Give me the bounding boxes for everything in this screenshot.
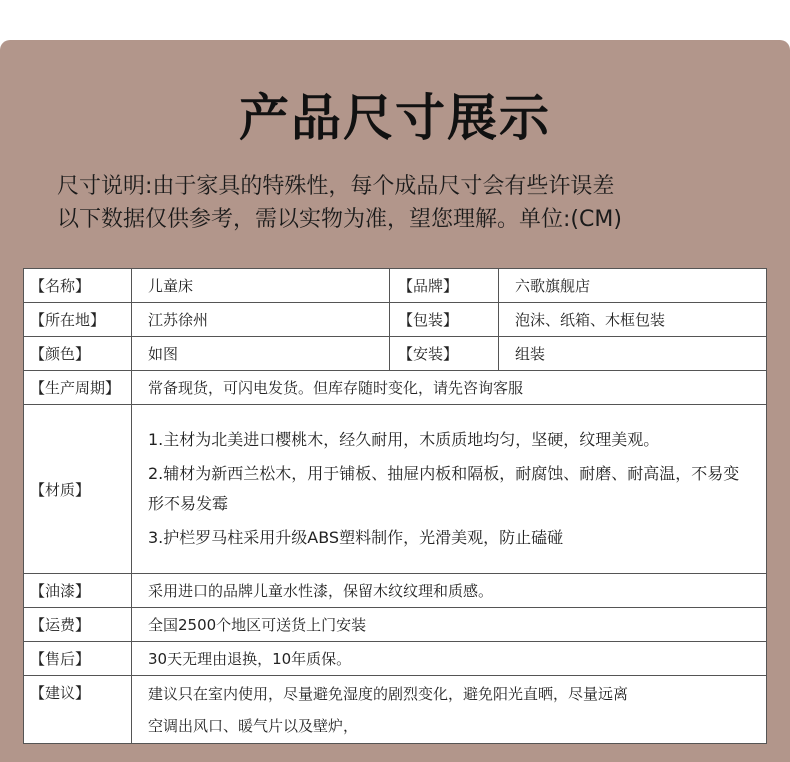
packing-label: 【包装】 [390, 303, 499, 337]
advice-value [132, 676, 767, 744]
table-row [24, 303, 767, 337]
table-row [24, 608, 767, 642]
advice-line: 建议只在室内使用，尽量避免湿度的剧烈变化，避免阳光直晒，尽量远离 [148, 684, 629, 703]
size-note-line: 以下数据仅供参考，需以实物为准，望您理解。单位:(CM) [57, 207, 622, 232]
material-line: 3.护栏罗马柱采用升级ABS塑料制作，光滑美观，防止磕碰 [148, 528, 564, 547]
packing-value: 泡沫、纸箱、木框包装 [499, 303, 767, 337]
material-label: 【材质】 [24, 405, 132, 574]
table-row [24, 574, 767, 608]
material-value [132, 405, 767, 574]
size-note [57, 170, 757, 236]
name-label: 【名称】 [24, 269, 132, 303]
brand-label: 【品牌】 [390, 269, 499, 303]
table-row [24, 642, 767, 676]
cycle-value: 常备现货，可闪电发货。但库存随时变化，请先咨询客服 [132, 371, 767, 405]
brand-value: 六歌旗舰店 [499, 269, 767, 303]
advice-label: 【建议】 [24, 676, 132, 744]
color-label: 【颜色】 [24, 337, 132, 371]
install-value: 组装 [499, 337, 767, 371]
color-value: 如图 [132, 337, 390, 371]
table-row [24, 676, 767, 744]
shipping-value: 全国2500个地区可送货上门安装 [132, 608, 767, 642]
table-row [24, 269, 767, 303]
location-value: 江苏徐州 [132, 303, 390, 337]
table-row [24, 371, 767, 405]
name-value: 儿童床 [132, 269, 390, 303]
install-label: 【安装】 [390, 337, 499, 371]
page-title: 产品尺寸展示 [239, 89, 551, 147]
shipping-label: 【运费】 [24, 608, 132, 642]
material-line: 1.主材为北美进口樱桃木，经久耐用，木质质地均匀，坚硬，纹理美观。 [148, 430, 660, 449]
table-row [24, 405, 767, 574]
aftersale-label: 【售后】 [24, 642, 132, 676]
paint-label: 【油漆】 [24, 574, 132, 608]
location-label: 【所在地】 [24, 303, 132, 337]
size-note-line: 尺寸说明:由于家具的特殊性，每个成品尺寸会有些许误差 [57, 174, 615, 199]
cycle-label: 【生产周期】 [24, 371, 132, 405]
material-line: 2.辅材为新西兰松木，用于铺板、抽屉内板和隔板，耐腐蚀、耐磨、耐高温，不易变形不易发霉 [148, 464, 740, 513]
spec-table [23, 268, 767, 744]
advice-line: 空调出风口、暖气片以及壁炉， [148, 716, 359, 735]
table-row [24, 337, 767, 371]
aftersale-value: 30天无理由退换，10年质保。 [132, 642, 767, 676]
paint-value: 采用进口的品牌儿童水性漆，保留木纹纹理和质感。 [132, 574, 767, 608]
